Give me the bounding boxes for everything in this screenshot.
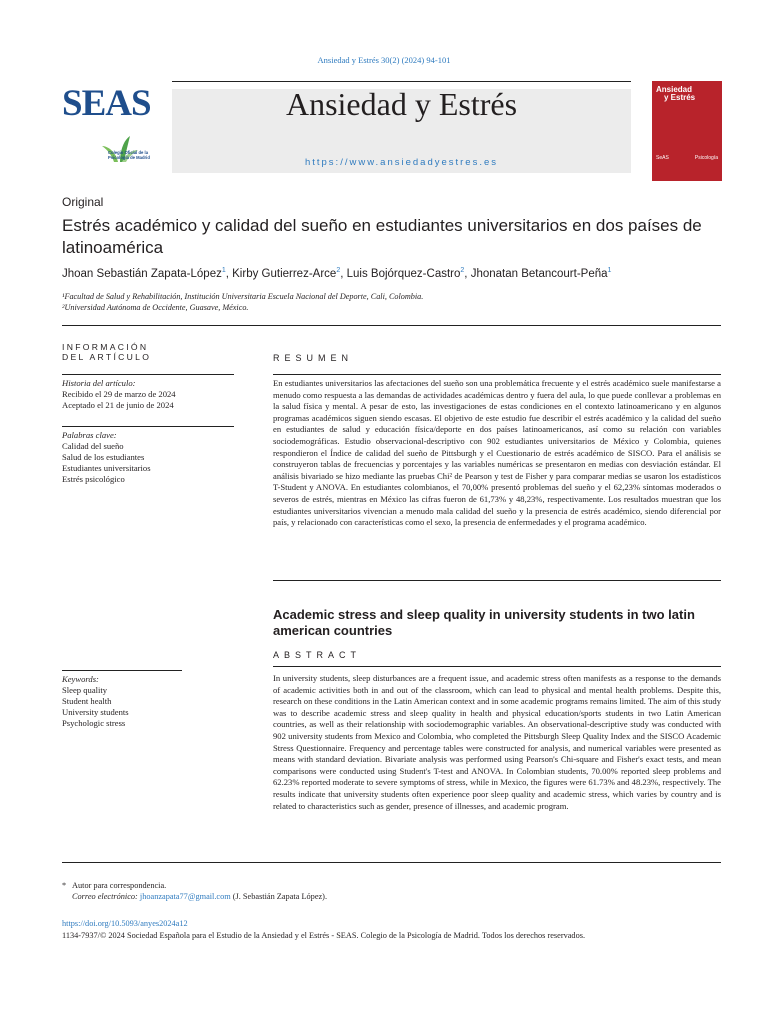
cover-psychology: Psicología (694, 155, 718, 161)
keywords-block (62, 430, 234, 485)
copyright-notice: 1134-7937/© 2024 Sociedad Española para el Estudio de la Ansiedad y el Estrés - SEAS. Colegio de la Psicología de Madrid. Todos los derechos reservados. (62, 931, 586, 940)
affiliation: ²Universidad Autónoma de Occidente, Guasave, México. (62, 303, 249, 312)
header-rule (172, 81, 631, 82)
abstract-rule (273, 666, 721, 667)
author-name: Luis Bojórquez-Castro (346, 267, 461, 280)
doi-link[interactable]: https://doi.org/10.5093/anyes2024a12 (62, 919, 188, 928)
author-affiliation-mark[interactable]: 2 (460, 267, 465, 274)
keywords-label: Palabras clave: (62, 430, 117, 440)
history-label: Historia del artículo: (62, 378, 136, 388)
keyword: Estrés psicológico (62, 474, 125, 484)
correspondence-mark: * (62, 881, 67, 890)
author-affiliation-mark[interactable]: 1 (221, 267, 226, 274)
resumen-heading: RESUMEN (273, 353, 354, 363)
correspondence-label: Autor para correspondencia. (72, 881, 167, 890)
article-history (62, 378, 234, 411)
author-affiliation-mark[interactable]: 2 (336, 267, 341, 274)
keyword: Calidad del sueño (62, 441, 124, 451)
keyword: Estudiantes universitarios (62, 463, 151, 473)
email-label: Correo electrónico: (72, 892, 138, 901)
abstract-text: In university students, sleep disturbances are a frequent issue, and academic stress often manifests as a response to the demands of academic activities both in and out of the classroom, which can lead to physical and mental health problems. Despite this, research on these conditions in the Latin American context and in some academic programs remains limited. The aim of this study was to describe academic stress and sleep quality in health and physical education/sports students in two Latin American countries, as well as their relationship with sociodemographic variables. An observational-descriptive study was conducted with 902 university students from Mexico and Colombia, who completed the Pittsburgh Sleep Quality Index and the SISCO Academic Stress Questionnaire. Frequency and percentage tables were constructed for analysis, and numerical variables were presented as means with standard deviation. Bivariate analysis was performed using Pearson's Chi-square and Fisher's exact tests, and mean comparisons were conducted using Student's T-test and ANOVA. In Colombian students, 70.00% reported sleep problems and 62.23% reported moderate to severe symptoms of stress, while in Mexico, the figures were 61.73% and 48.23%, respectively. The results indicate that university students often experience poor sleep quality and academic stress, which varies by country and is related to characteristics such as gender, presence of illnesses, and academic program. (273, 673, 721, 811)
article-info-heading (62, 342, 151, 362)
accepted-date: Aceptado el 21 de junio de 2024 (62, 400, 174, 410)
article-section: Original (62, 195, 104, 209)
en-keyword: University students (62, 707, 129, 717)
en-keyword: Psychologic stress (62, 718, 126, 728)
article-title: Estrés académico y calidad del sueño en estudiantes universitarios en dos países de latinoamérica (62, 216, 702, 257)
info-rule (62, 374, 234, 375)
author-list: Jhoan Sebastián Zapata-López$^1$, Kirby Gutierrez-Arce$^2$, Luis Bojórquez-Castro$^2$, Jhonatan Betancourt-Peña$^1$ (62, 267, 612, 280)
author-affiliation-mark[interactable]: 1 (607, 267, 612, 274)
resumen-end-rule (273, 580, 721, 581)
cover-title-line-2: y Estrés (664, 93, 696, 102)
author-name: Kirby Gutierrez-Arce (232, 267, 337, 280)
english-title: Academic stress and sleep quality in university students in two latin american countries (273, 607, 695, 638)
journal-citation: Ansiedad y Estrés 30(2) (2024) 94-101 (317, 55, 451, 65)
en-keywords-block (62, 674, 234, 729)
en-keyword: Sleep quality (62, 685, 108, 695)
history-rule (62, 426, 234, 427)
author-name: Jhoan Sebastián Zapata-López (62, 267, 222, 280)
author-name: Jhonatan Betancourt-Peña (470, 267, 608, 280)
email-owner: (J. Sebastián Zapata López). (232, 892, 328, 901)
abstract-heading: ABSTRACT (273, 650, 362, 660)
received-date: Recibido el 29 de marzo de 2024 (62, 389, 176, 399)
resumen-rule (273, 374, 721, 375)
en-keywords-rule (62, 670, 182, 671)
article-info-heading-line-1: INFORMACIÓN (62, 342, 149, 352)
cover-seas: SeAS (656, 155, 669, 161)
correspondence-note (62, 880, 327, 902)
author-email-link[interactable]: jhoanzapata77@gmail.com (139, 892, 231, 901)
abstract-end-rule (62, 862, 721, 863)
journal-url[interactable]: https://www.ansiedadyestres.es (304, 157, 499, 168)
seas-logo: SEAS (62, 83, 151, 124)
en-keyword: Student health (62, 696, 112, 706)
resumen-text: En estudiantes universitarios las afectaciones del sueño son una problemática frecuente y el estrés académico suele manifestarse a menudo como respuesta a las demandas de actividades académicas dentro y fuera del aula, lo que puede conllevar a problemas en la salud física y mental. A pesar de esto, las investigaciones de estas condiciones en el contexto latinoamericano y en algunos programas académicos siguen siendo escasas. El objetivo de este estudio fue describir el estrés académico y la calidad del sueño en estudiantes de salud y educación física/deporte en dos países latinoamericanos, así como su relación con variables sociodemográficas. Estudio observacional-descriptivo con 902 estudiantes universitarios de México y Colombia, quienes respondieron el Índice de calidad del sueño de Pittsburgh y el Cuestionario de estrés académico de SISCO. Para el análisis se construyeron tablas de frecuencias y porcentajes y las variables numéricas se presentaron en medias con desviación estándar. El análisis bivariado se hizo mediante las pruebas Chi² de Pearson y test de Fisher y para comparar medias se usaron los estadísticos T-Student y ANOVA. En estudiantes colombianos, el 70,00% presentó problemas del sueño y el 62,23% síntomas moderados o severos de estrés, mientras en México las cifras fueron de 61,73% y 48,23%, respectivamente. Los resultados muestran que los estudiantes universitarios vivencian a menudo mala calidad del sueño y la presencia de estrés académico, siendo diferencial por país, y relacionado con características como el sexo, la presencia de enfermedades y el programa académico. (273, 378, 721, 528)
affiliation: ¹Facultad de Salud y Rehabilitación, Institución Universitaria Escuela Nacional del Deporte, Cali, Colombia. (62, 292, 424, 301)
keyword: Salud de los estudiantes (62, 452, 145, 462)
cover-footer (656, 155, 718, 161)
psychology-college-text: Colegio Oficial de la Psicología de Madrid (108, 150, 150, 160)
cover-title-line-1: Ansiedad (656, 85, 693, 94)
cover-title (656, 86, 695, 102)
title-rule (62, 325, 721, 326)
journal-title: Ansiedad y Estrés (285, 86, 518, 122)
article-info-heading-line-2: DEL ARTÍCULO (62, 352, 152, 362)
en-keywords-label: Keywords: (62, 674, 99, 684)
